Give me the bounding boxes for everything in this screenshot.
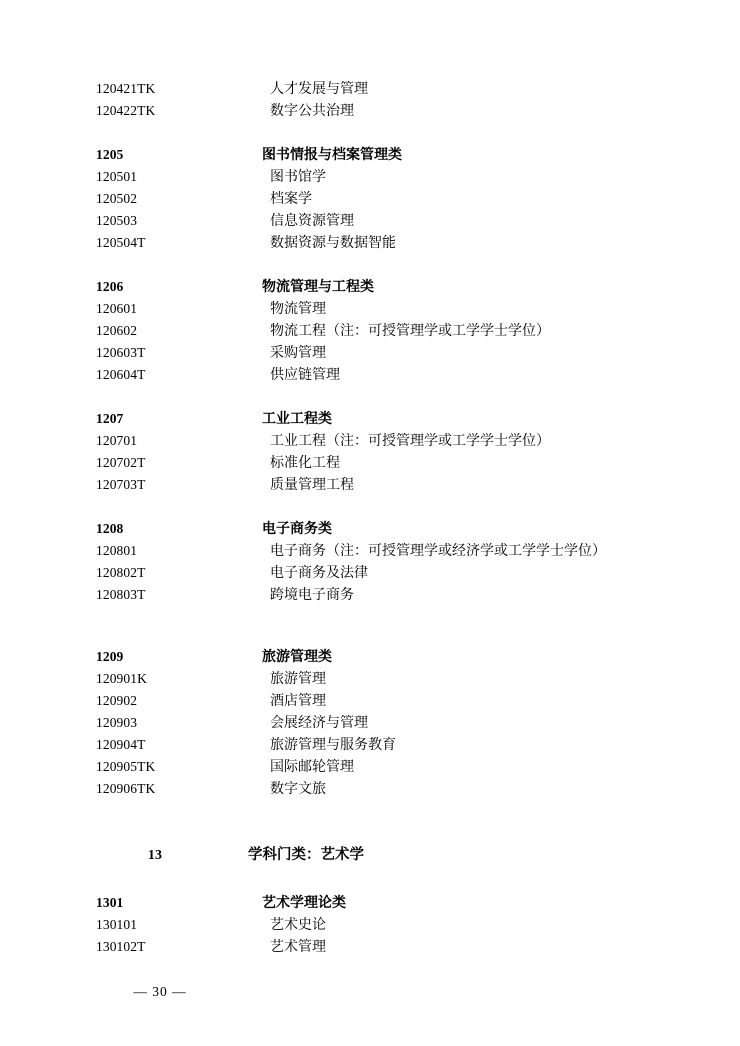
major-code: 120904T [96, 737, 146, 752]
major-name: 国际邮轮管理 [270, 760, 354, 775]
major-row [96, 298, 644, 320]
row-spacer [96, 122, 644, 144]
major-class-name: 艺术学理论类 [262, 896, 346, 911]
major-code: 120803T [96, 587, 146, 602]
major-row [96, 668, 644, 690]
major-name: 标准化工程 [270, 456, 340, 471]
major-name: 档案学 [270, 192, 312, 207]
major-row [96, 100, 644, 122]
major-code: 120503 [96, 213, 138, 228]
major-class-row [96, 646, 644, 668]
major-row [96, 584, 644, 606]
major-code: 120905TK [96, 759, 156, 774]
major-row [96, 188, 644, 210]
row-spacer [96, 254, 644, 276]
major-name: 人才发展与管理 [270, 82, 368, 97]
major-class-name: 工业工程类 [262, 412, 332, 427]
major-name: 旅游管理 [270, 672, 326, 687]
major-code: 120903 [96, 715, 138, 730]
major-class-code: 1206 [96, 279, 124, 294]
major-row [96, 320, 644, 342]
major-code: 120801 [96, 543, 138, 558]
major-name: 信息资源管理 [270, 214, 354, 229]
major-code: 120501 [96, 169, 138, 184]
major-name: 酒店管理 [270, 694, 326, 709]
major-class-row [96, 518, 644, 540]
major-code: 120902 [96, 693, 138, 708]
major-code: 120702T [96, 455, 146, 470]
major-row [96, 430, 644, 452]
major-row [96, 562, 644, 584]
major-name: 艺术史论 [270, 918, 326, 933]
major-class-code: 1301 [96, 895, 124, 910]
major-class-row [96, 276, 644, 298]
major-name: 数字文旅 [270, 782, 326, 797]
major-name: 艺术管理 [270, 940, 326, 955]
major-row [96, 756, 644, 778]
major-class-code: 1207 [96, 411, 124, 426]
major-row [96, 540, 644, 562]
discipline-category-code: 13 [147, 848, 163, 863]
major-row [96, 914, 644, 936]
row-spacer [96, 800, 644, 840]
row-spacer [96, 496, 644, 518]
major-code: 120421TK [96, 81, 156, 96]
major-code: 120701 [96, 433, 138, 448]
major-catalog-list [96, 78, 644, 958]
major-name: 会展经济与管理 [270, 716, 368, 731]
major-code: 120906TK [96, 781, 156, 796]
major-name: 图书馆学 [270, 170, 326, 185]
major-code: 120504T [96, 235, 146, 250]
major-code: 120604T [96, 367, 146, 382]
major-code: 130102T [96, 939, 146, 954]
major-code: 130101 [96, 917, 138, 932]
major-code: 120422TK [96, 103, 156, 118]
major-name: 采购管理 [270, 346, 326, 361]
major-code: 120601 [96, 301, 138, 316]
major-code: 120603T [96, 345, 146, 360]
row-spacer [96, 870, 644, 892]
discipline-category-name: 学科门类：艺术学 [248, 847, 364, 863]
major-row [96, 936, 644, 958]
major-row [96, 452, 644, 474]
major-name: 数据资源与数据智能 [270, 236, 396, 251]
page-number: — 30 — [133, 984, 187, 999]
major-name: 电子商务（注：可授管理学或经济学或工学学士学位） [270, 544, 606, 559]
major-row [96, 734, 644, 756]
major-class-name: 旅游管理类 [262, 650, 332, 665]
row-spacer [96, 386, 644, 408]
major-class-code: 1209 [96, 649, 124, 664]
major-class-row [96, 892, 644, 914]
major-code: 120703T [96, 477, 146, 492]
major-row [96, 778, 644, 800]
major-name: 物流管理 [270, 302, 326, 317]
major-class-code: 1208 [96, 521, 124, 536]
major-name: 物流工程（注：可授管理学或工学学士学位） [270, 324, 550, 339]
major-class-name: 图书情报与档案管理类 [262, 148, 402, 163]
discipline-category-row [96, 840, 644, 870]
major-row [96, 78, 644, 100]
major-row [96, 474, 644, 496]
major-name: 跨境电子商务 [270, 588, 354, 603]
major-name: 工业工程（注：可授管理学或工学学士学位） [270, 434, 550, 449]
major-class-code: 1205 [96, 147, 124, 162]
major-row [96, 364, 644, 386]
major-name: 供应链管理 [270, 368, 340, 383]
major-row [96, 232, 644, 254]
major-class-row [96, 408, 644, 430]
major-name: 旅游管理与服务教育 [270, 738, 396, 753]
row-spacer [96, 606, 644, 646]
major-class-row [96, 144, 644, 166]
major-class-name: 电子商务类 [262, 522, 332, 537]
major-name: 数字公共治理 [270, 104, 354, 119]
major-row [96, 712, 644, 734]
major-row [96, 342, 644, 364]
major-row [96, 210, 644, 232]
major-code: 120502 [96, 191, 138, 206]
major-row [96, 166, 644, 188]
major-name: 质量管理工程 [270, 478, 354, 493]
major-code: 120802T [96, 565, 146, 580]
major-code: 120901K [96, 671, 147, 686]
major-class-name: 物流管理与工程类 [262, 280, 374, 295]
major-code: 120602 [96, 323, 138, 338]
major-name: 电子商务及法律 [270, 566, 368, 581]
major-row [96, 690, 644, 712]
